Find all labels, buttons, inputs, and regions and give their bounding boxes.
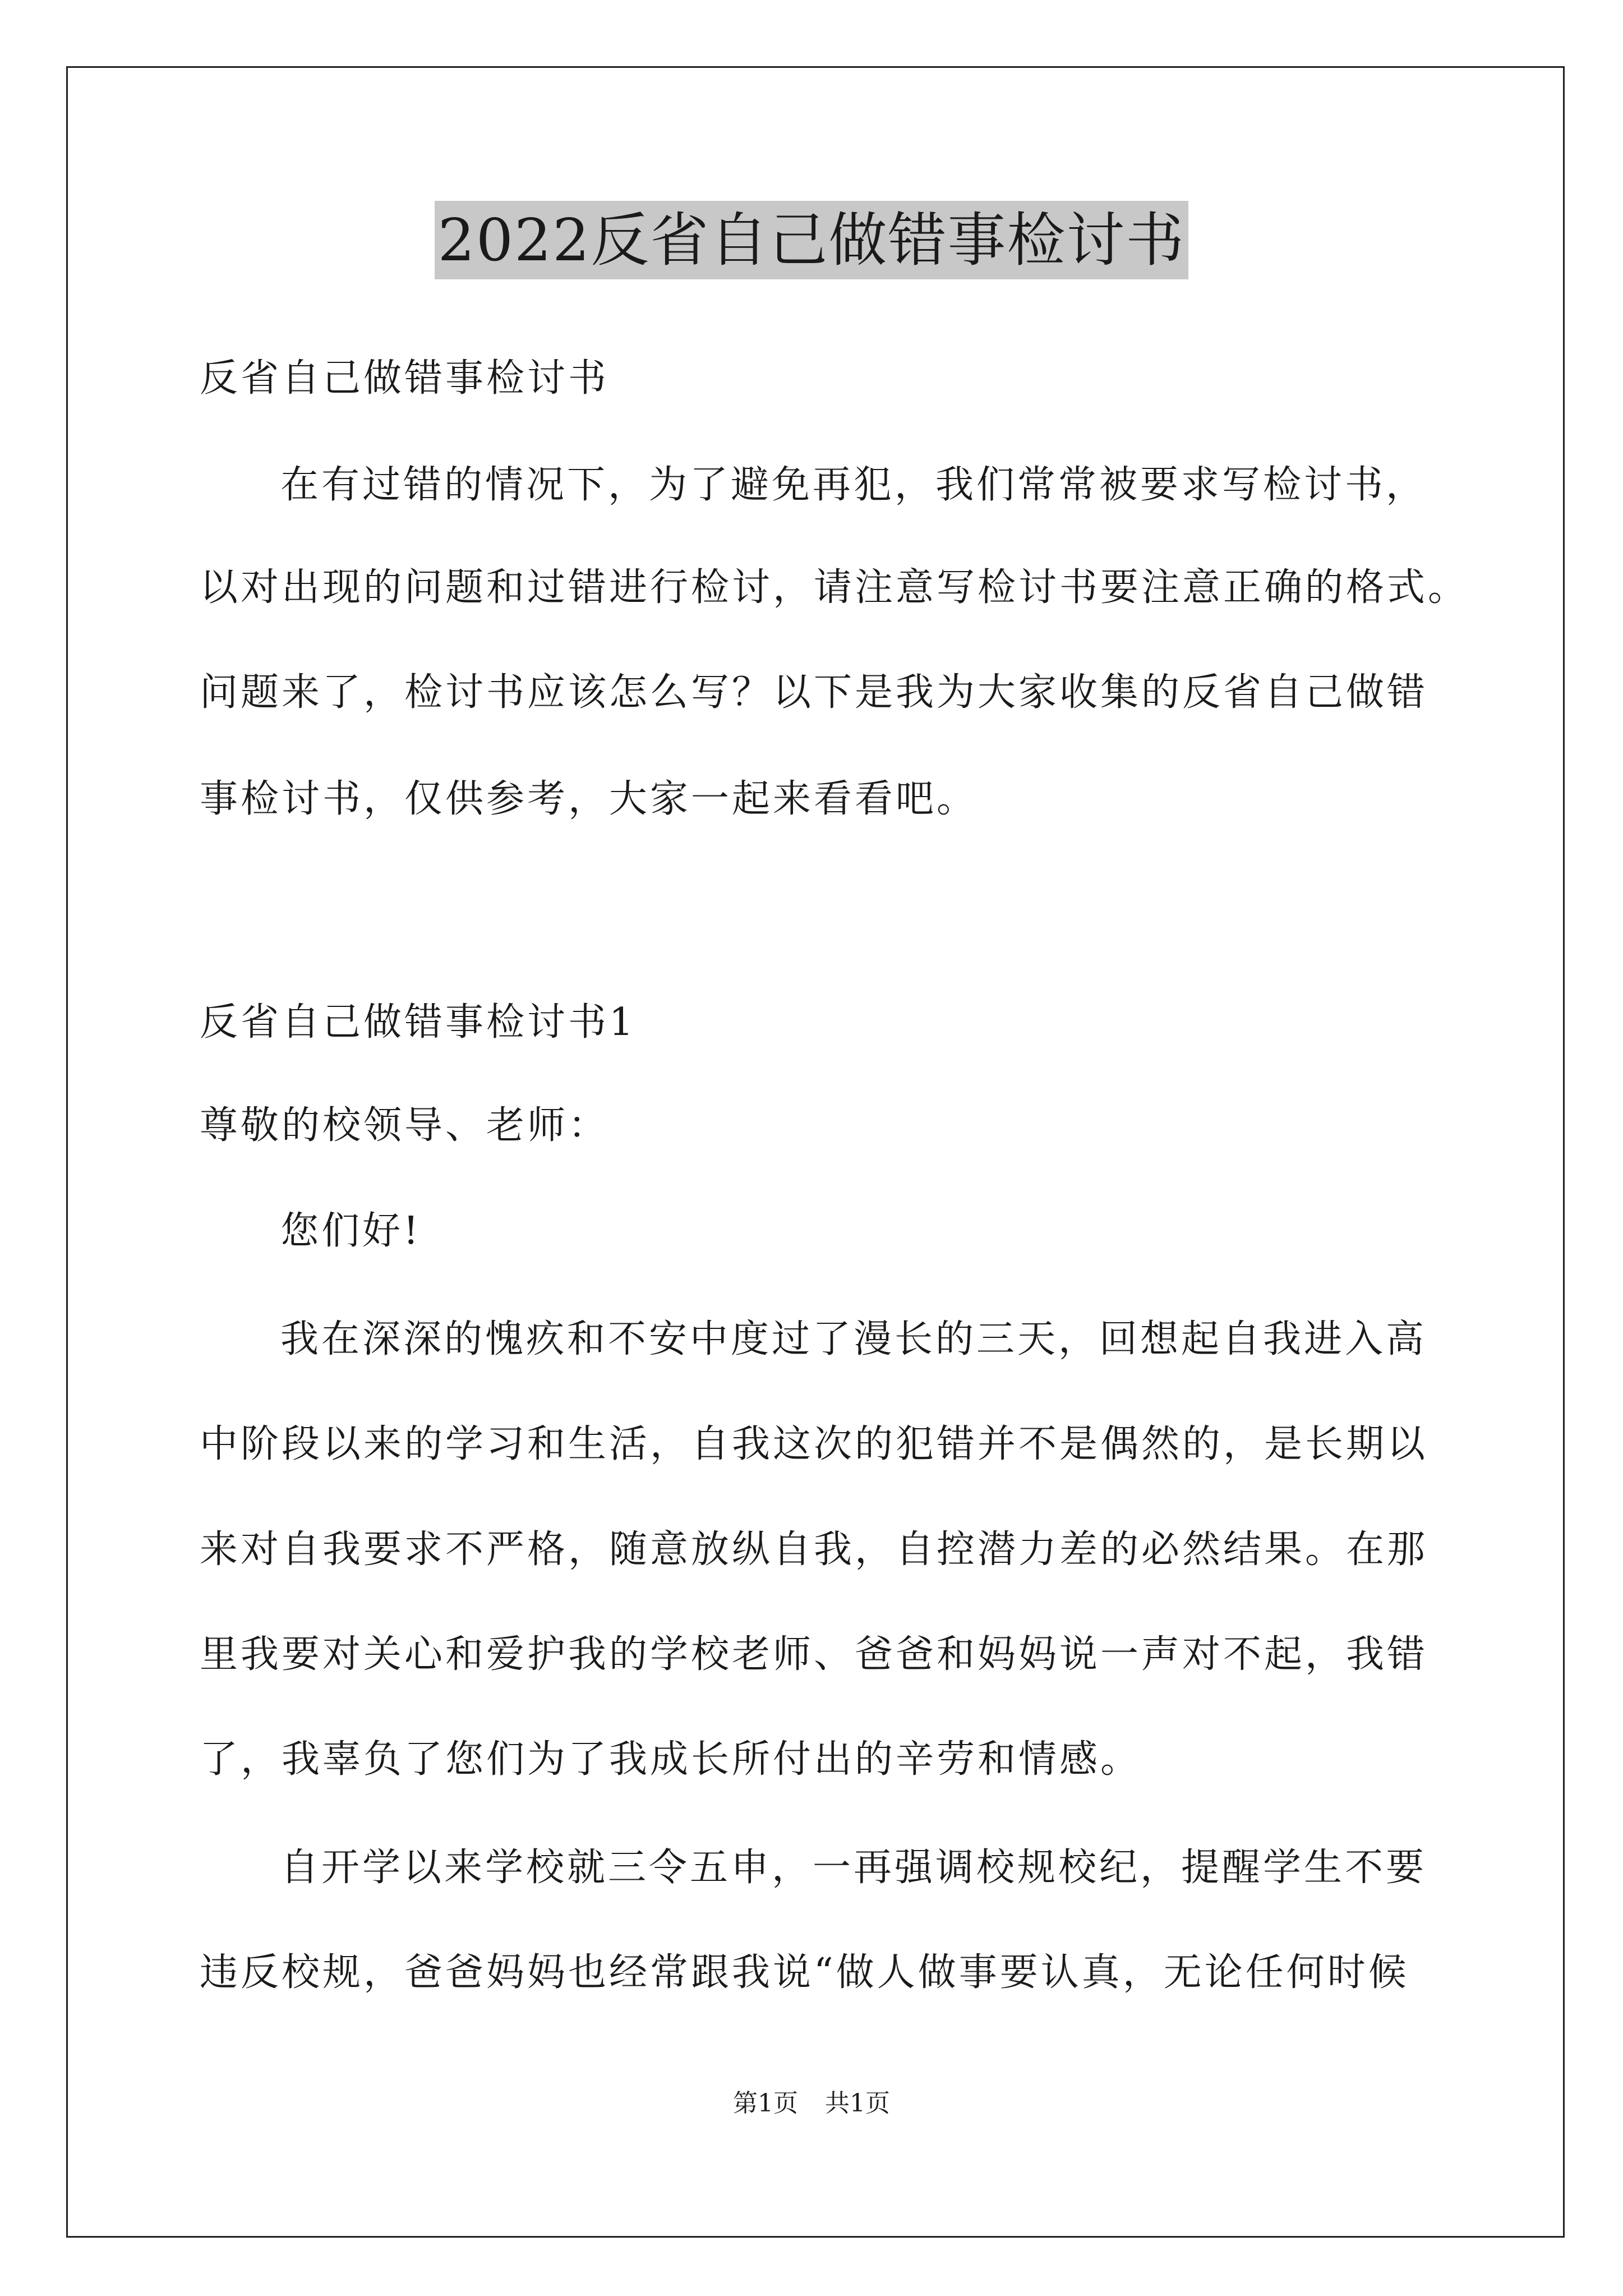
paragraph-line: 以对出现的问题和过错进行检讨，请注意写检讨书要注意正确的格式。 <box>200 565 1469 610</box>
paragraph-line: 了，我辜负了您们为了我成长所付出的辛劳和情感。 <box>200 1737 1142 1782</box>
page-number: 第1页 <box>733 2089 798 2118</box>
paragraph-line: 我在深深的愧疚和不安中度过了漫长的三天，回想起自我进入高 <box>280 1317 1427 1361</box>
paragraph-line: 事检讨书，仅供参考，大家一起来看看吧。 <box>200 777 978 821</box>
paragraph-line: 问题来了，检讨书应该怎么写？以下是我为大家收集的反省自己做错 <box>200 670 1428 715</box>
page-footer <box>0 2087 1623 2120</box>
paragraph-line: 在有过错的情况下，为了避免再犯，我们常常被要求写检讨书， <box>280 463 1427 507</box>
subtitle-line: 反省自己做错事检讨书 <box>200 356 610 401</box>
paragraph-line: 自开学以来学校就三令五申，一再强调校规校纪，提醒学生不要 <box>280 1846 1427 1890</box>
title-wrap <box>0 201 1623 279</box>
document-title: 2022反省自己做错事检讨书 <box>435 201 1189 279</box>
salutation-line: 尊敬的校领导、老师： <box>200 1103 610 1148</box>
paragraph-line: 违反校规，爸爸妈妈也经常跟我说“做人做事要认真，无论任何时候 <box>200 1950 1409 1995</box>
paragraph-line: 中阶段以来的学习和生活，自我这次的犯错并不是偶然的，是长期以 <box>200 1422 1428 1466</box>
section-heading: 反省自己做错事检讨书1 <box>200 1000 637 1045</box>
page-total: 共1页 <box>825 2089 890 2118</box>
paragraph-line: 来对自我要求不严格，随意放纵自我，自控潜力差的必然结果。在那 <box>200 1527 1428 1572</box>
greeting-line: 您们好! <box>280 1209 422 1253</box>
paragraph-line: 里我要对关心和爱护我的学校老师、爸爸和妈妈说一声对不起，我错 <box>200 1632 1428 1677</box>
